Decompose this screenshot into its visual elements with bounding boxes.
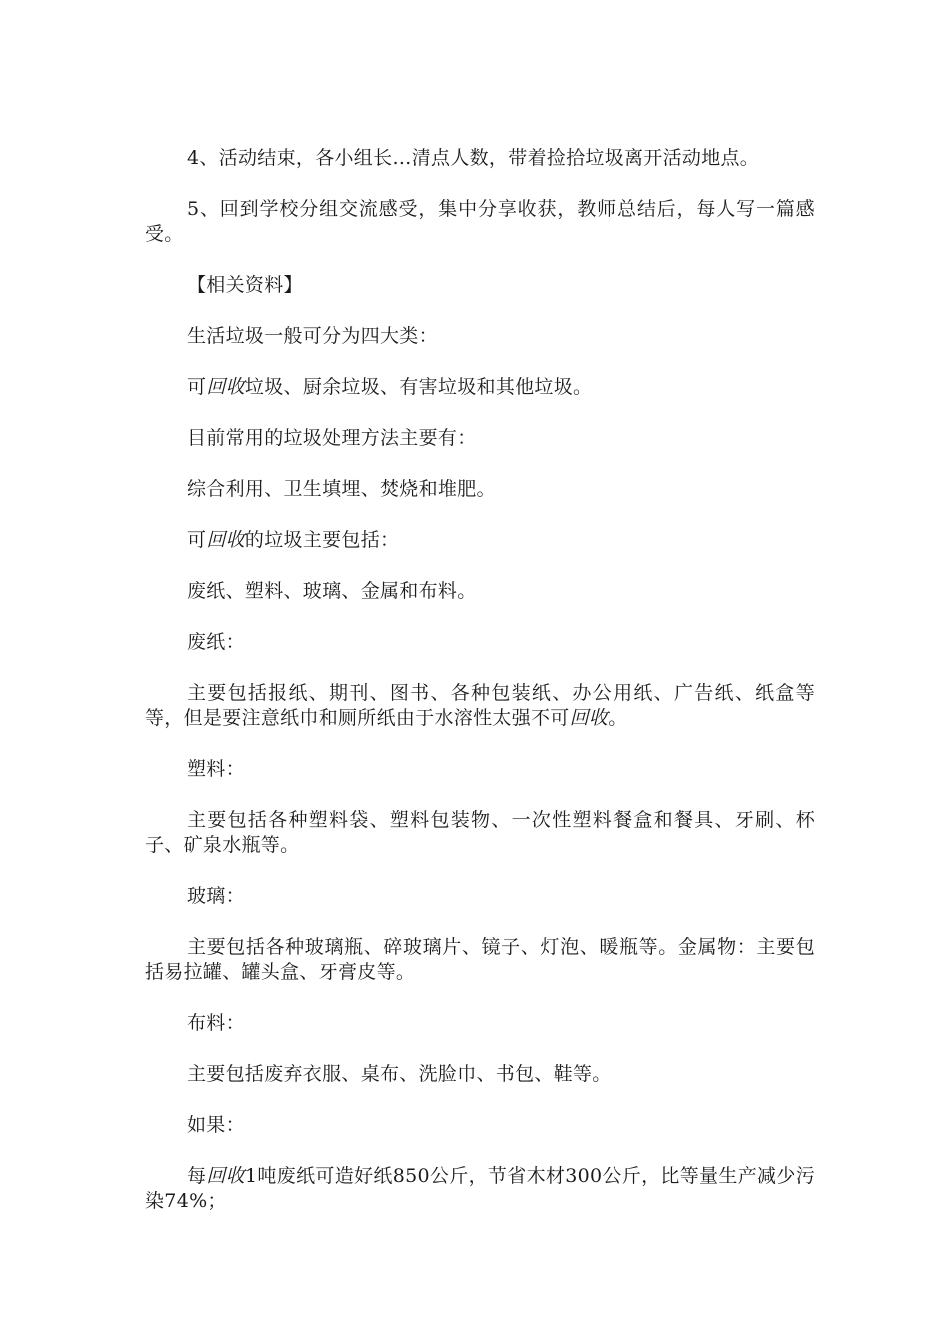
italic-text: 回收 xyxy=(206,529,245,551)
document-body xyxy=(145,146,815,1240)
text-segment: 主要包括报纸、期刊、图书、各种包装纸、办公用纸、广告纸、纸盒等等，但是要注意纸巾和厕所纸由于水溶性太强不可 xyxy=(145,682,815,729)
text-segment: 的垃圾主要包括： xyxy=(244,529,400,551)
paragraph xyxy=(145,528,815,553)
paragraph xyxy=(145,324,815,349)
paragraph xyxy=(145,477,815,502)
text-segment: 。 xyxy=(608,707,628,729)
text-segment: 如果： xyxy=(187,1114,245,1136)
text-segment: 1吨废纸可造好纸850公斤，节省木材300公斤，比等量生产减少污染74%； xyxy=(145,1165,815,1212)
text-segment: 生活垃圾一般可分为四大类： xyxy=(187,325,438,347)
italic-text: 回收 xyxy=(206,376,245,398)
text-segment: 塑料： xyxy=(187,758,245,780)
italic-text: 回收 xyxy=(569,707,609,729)
paragraph xyxy=(145,1062,815,1087)
paragraph xyxy=(145,197,815,247)
paragraph xyxy=(145,757,815,782)
text-segment: 综合利用、卫生填埋、焚烧和堆肥。 xyxy=(187,478,496,500)
paragraph xyxy=(145,146,815,171)
text-segment: 目前常用的垃圾处理方法主要有： xyxy=(187,427,477,449)
text-segment: 【相关资料】 xyxy=(187,274,303,296)
text-segment: 玻璃： xyxy=(187,885,245,907)
paragraph xyxy=(145,935,815,985)
paragraph xyxy=(145,884,815,909)
paragraph xyxy=(145,1011,815,1036)
text-segment: 主要包括各种玻璃瓶、碎玻璃片、镜子、灯泡、暖瓶等。金属物：主要包括易拉罐、罐头盒、牙膏皮等。 xyxy=(145,936,815,983)
paragraph xyxy=(145,426,815,451)
text-segment: 可 xyxy=(187,376,207,398)
paragraph xyxy=(145,630,815,655)
paragraph xyxy=(145,273,815,298)
text-segment: 垃圾、厨余垃圾、有害垃圾和其他垃圾。 xyxy=(244,376,593,398)
text-segment: 4、活动结束，各小组长…清点人数，带着捡拾垃圾离开活动地点。 xyxy=(187,147,760,169)
paragraph xyxy=(145,375,815,400)
text-segment: 布料： xyxy=(187,1012,245,1034)
text-segment: 5、回到学校分组交流感受，集中分享收获，教师总结后，每人写一篇感受。 xyxy=(145,198,815,245)
paragraph xyxy=(145,1164,815,1214)
text-segment: 每 xyxy=(187,1165,207,1187)
italic-text: 回收 xyxy=(206,1165,246,1187)
text-segment: 主要包括各种塑料袋、塑料包装物、一次性塑料餐盒和餐具、牙刷、杯子、矿泉水瓶等。 xyxy=(145,809,815,856)
text-segment: 废纸： xyxy=(187,631,245,653)
text-segment: 主要包括废弃衣服、桌布、洗脸巾、书包、鞋等。 xyxy=(187,1063,612,1085)
paragraph xyxy=(145,808,815,858)
paragraph xyxy=(145,681,815,731)
text-segment: 废纸、塑料、玻璃、金属和布料。 xyxy=(187,580,477,602)
text-segment: 可 xyxy=(187,529,207,551)
paragraph xyxy=(145,579,815,604)
paragraph xyxy=(145,1113,815,1138)
